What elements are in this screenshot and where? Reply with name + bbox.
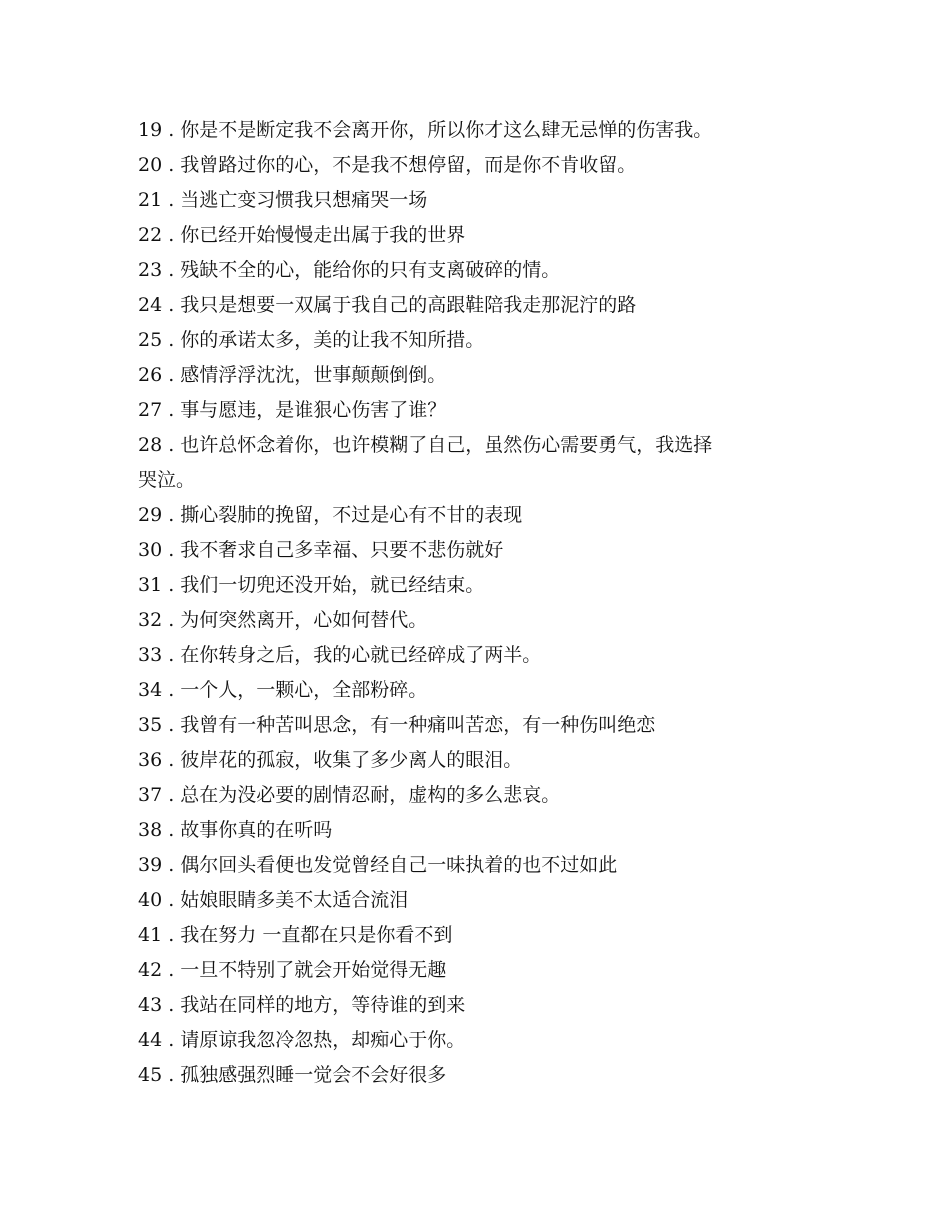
quote-line: 40 . 姑娘眼睛多美不太适合流泪 (138, 889, 409, 911)
quote-line: 20 . 我曾路过你的心，不是我不想停留，而是你不肯收留。 (138, 154, 637, 176)
quote-line: 30 . 我不奢求自己多幸福、只要不悲伤就好 (138, 539, 504, 561)
quote-list (138, 113, 818, 1093)
quote-line: 37 . 总在为没必要的剧情忍耐，虚构的多么悲哀。 (138, 784, 561, 806)
quote-line-continuation: 哭泣。 (138, 469, 196, 491)
quote-line: 29 . 撕心裂肺的挽留，不过是心有不甘的表现 (138, 504, 523, 526)
quote-line: 41 . 我在努力 一直都在只是你看不到 (138, 924, 453, 946)
quote-line: 38 . 故事你真的在听吗 (138, 819, 333, 841)
quote-line: 22 . 你已经开始慢慢走出属于我的世界 (138, 224, 466, 246)
quote-line: 44 . 请原谅我忽冷忽热，却痴心于你。 (138, 1029, 466, 1051)
quote-line: 23 . 残缺不全的心，能给你的只有支离破碎的情。 (138, 259, 561, 281)
quote-line: 43 . 我站在同样的地方，等待谁的到来 (138, 994, 466, 1016)
quote-line: 42 . 一旦不特别了就会开始觉得无趣 (138, 959, 447, 981)
quote-line: 33 . 在你转身之后，我的心就已经碎成了两半。 (138, 644, 542, 666)
quote-line: 28 . 也许总怀念着你，也许模糊了自己，虽然伤心需要勇气，我选择 (138, 434, 713, 456)
quote-line: 45 . 孤独感强烈睡一觉会不会好很多 (138, 1064, 447, 1086)
quote-line: 32 . 为何突然离开，心如何替代。 (138, 609, 428, 631)
quote-line: 19 . 你是不是断定我不会离开你，所以你才这么肆无忌惮的伤害我。 (138, 119, 713, 141)
quote-line: 35 . 我曾有一种苦叫思念，有一种痛叫苦恋，有一种伤叫绝恋 (138, 714, 656, 736)
quote-line: 39 . 偶尔回头看便也发觉曾经自己一味执着的也不过如此 (138, 854, 618, 876)
quote-line: 21 . 当逃亡变习惯我只想痛哭一场 (138, 189, 428, 211)
quote-line: 25 . 你的承诺太多，美的让我不知所措。 (138, 329, 485, 351)
quote-line: 24 . 我只是想要一双属于我自己的高跟鞋陪我走那泥泞的路 (138, 294, 637, 316)
quote-line: 36 . 彼岸花的孤寂，收集了多少离人的眼泪。 (138, 749, 523, 771)
quote-line: 34 . 一个人，一颗心，全部粉碎。 (138, 679, 428, 701)
quote-line: 31 . 我们一切兜还没开始，就已经结束。 (138, 574, 485, 596)
quote-line: 26 . 感情浮浮沈沈，世事颠颠倒倒。 (138, 364, 447, 386)
quote-line: 27 . 事与愿违，是谁狠心伤害了谁？ (138, 399, 447, 421)
